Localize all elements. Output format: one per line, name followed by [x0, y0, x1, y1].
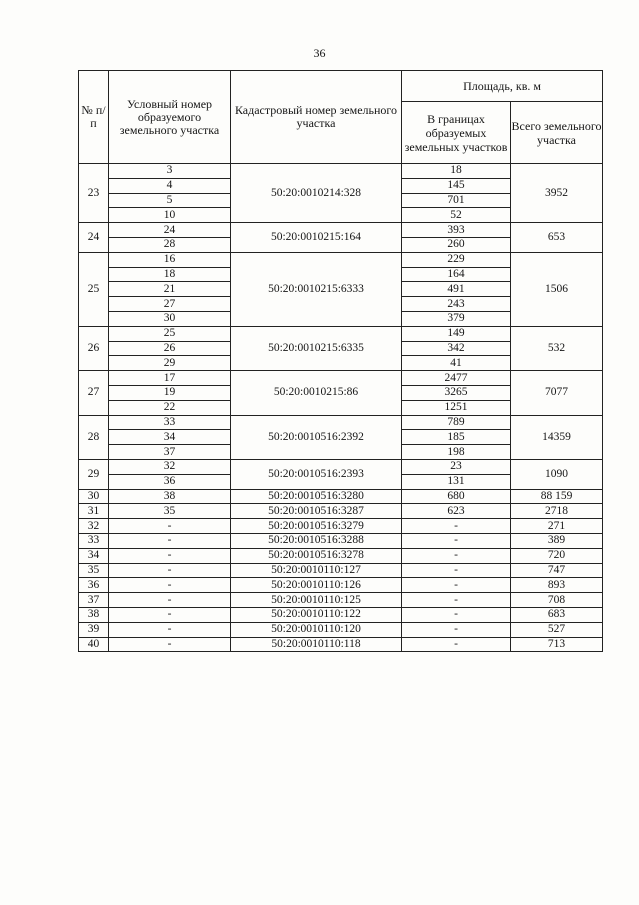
cadastral-number-cell: 50:20:0010215:164: [231, 223, 402, 253]
cadastral-number-cell: 50:20:0010516:2393: [231, 459, 402, 489]
area-within-cell: 701: [402, 193, 511, 208]
conditional-number-cell: -: [109, 519, 231, 534]
table-row: [79, 578, 603, 593]
area-total-cell: 271: [511, 519, 603, 534]
header-area-within: В границах образуемых земельных участков: [402, 102, 511, 164]
table-row: [79, 164, 603, 179]
conditional-number-cell: 10: [109, 208, 231, 223]
cadastral-number-cell: 50:20:0010516:3280: [231, 489, 402, 504]
area-total-cell: 1090: [511, 459, 603, 489]
table-row: [79, 563, 603, 578]
area-total-cell: 88 159: [511, 489, 603, 504]
conditional-number-cell: 36: [109, 474, 231, 489]
area-within-cell: -: [402, 607, 511, 622]
conditional-number-cell: 26: [109, 341, 231, 356]
area-within-cell: 41: [402, 356, 511, 371]
area-total-cell: 389: [511, 533, 603, 548]
cadastral-number-cell: 50:20:0010214:328: [231, 164, 402, 223]
area-within-cell: -: [402, 637, 511, 652]
cadastral-number-cell: 50:20:0010110:120: [231, 622, 402, 637]
conditional-number-cell: 16: [109, 252, 231, 267]
conditional-number-cell: 22: [109, 400, 231, 415]
conditional-number-cell: 34: [109, 430, 231, 445]
area-within-cell: 198: [402, 445, 511, 460]
table-row: [79, 489, 603, 504]
cadastral-number-cell: 50:20:0010110:122: [231, 607, 402, 622]
area-within-cell: 243: [402, 297, 511, 312]
table-row: [79, 593, 603, 608]
area-within-cell: -: [402, 593, 511, 608]
area-within-cell: 623: [402, 504, 511, 519]
conditional-number-cell: 5: [109, 193, 231, 208]
cadastral-number-cell: 50:20:0010516:3279: [231, 519, 402, 534]
cadastral-number-cell: 50:20:0010110:126: [231, 578, 402, 593]
table-row: [79, 252, 603, 267]
area-within-cell: 491: [402, 282, 511, 297]
table-row: [79, 504, 603, 519]
area-within-cell: 260: [402, 237, 511, 252]
area-total-cell: 708: [511, 593, 603, 608]
cadastral-number-cell: 50:20:0010110:125: [231, 593, 402, 608]
conditional-number-cell: 4: [109, 178, 231, 193]
area-within-cell: 680: [402, 489, 511, 504]
conditional-number-cell: -: [109, 548, 231, 563]
cadastral-number-cell: 50:20:0010516:3278: [231, 548, 402, 563]
conditional-number-cell: -: [109, 578, 231, 593]
header-num: № п/п: [79, 71, 109, 164]
conditional-number-cell: 21: [109, 282, 231, 297]
header-conditional-number: Условный номер образуемого земельного участка: [109, 71, 231, 164]
conditional-number-cell: 17: [109, 371, 231, 386]
row-number-cell: 23: [79, 164, 109, 223]
area-total-cell: 747: [511, 563, 603, 578]
area-total-cell: 720: [511, 548, 603, 563]
table-row: [79, 326, 603, 341]
area-within-cell: 18: [402, 164, 511, 179]
area-within-cell: 131: [402, 474, 511, 489]
area-total-cell: 527: [511, 622, 603, 637]
area-total-cell: 532: [511, 326, 603, 370]
area-within-cell: 149: [402, 326, 511, 341]
page-number: 36: [313, 46, 326, 60]
area-within-cell: 185: [402, 430, 511, 445]
cadastral-number-cell: 50:20:0010516:3287: [231, 504, 402, 519]
row-number-cell: 40: [79, 637, 109, 652]
row-number-cell: 38: [79, 607, 109, 622]
table-row: [79, 637, 603, 652]
conditional-number-cell: 33: [109, 415, 231, 430]
cadastral-number-cell: 50:20:0010215:6335: [231, 326, 402, 370]
row-number-cell: 27: [79, 371, 109, 415]
conditional-number-cell: 28: [109, 237, 231, 252]
conditional-number-cell: -: [109, 607, 231, 622]
area-total-cell: 653: [511, 223, 603, 253]
table-row: [79, 519, 603, 534]
table-row: [79, 607, 603, 622]
cadastral-number-cell: 50:20:0010110:118: [231, 637, 402, 652]
conditional-number-cell: 29: [109, 356, 231, 371]
table-row: [79, 415, 603, 430]
conditional-number-cell: 35: [109, 504, 231, 519]
conditional-number-cell: 37: [109, 445, 231, 460]
area-total-cell: 3952: [511, 164, 603, 223]
header-cadastral-number: Кадастровый номер земельного участка: [231, 71, 402, 164]
area-within-cell: 2477: [402, 371, 511, 386]
cadastral-number-cell: 50:20:0010110:127: [231, 563, 402, 578]
cadastral-number-cell: 50:20:0010516:3288: [231, 533, 402, 548]
area-within-cell: -: [402, 548, 511, 563]
conditional-number-cell: -: [109, 637, 231, 652]
conditional-number-cell: 24: [109, 223, 231, 238]
conditional-number-cell: -: [109, 533, 231, 548]
conditional-number-cell: 32: [109, 459, 231, 474]
area-total-cell: 2718: [511, 504, 603, 519]
area-total-cell: 1506: [511, 252, 603, 326]
row-number-cell: 25: [79, 252, 109, 326]
area-within-cell: 393: [402, 223, 511, 238]
row-number-cell: 33: [79, 533, 109, 548]
conditional-number-cell: 18: [109, 267, 231, 282]
conditional-number-cell: 3: [109, 164, 231, 179]
area-within-cell: -: [402, 519, 511, 534]
cadastral-number-cell: 50:20:0010215:6333: [231, 252, 402, 326]
conditional-number-cell: 25: [109, 326, 231, 341]
area-total-cell: 713: [511, 637, 603, 652]
area-within-cell: 23: [402, 459, 511, 474]
row-number-cell: 29: [79, 459, 109, 489]
row-number-cell: 24: [79, 223, 109, 253]
area-within-cell: -: [402, 622, 511, 637]
conditional-number-cell: 19: [109, 385, 231, 400]
row-number-cell: 28: [79, 415, 109, 459]
area-within-cell: 3265: [402, 385, 511, 400]
header-area-total: Всего земельного участка: [511, 102, 603, 164]
area-within-cell: -: [402, 533, 511, 548]
area-within-cell: 342: [402, 341, 511, 356]
cadastral-number-cell: 50:20:0010516:2392: [231, 415, 402, 459]
row-number-cell: 34: [79, 548, 109, 563]
area-within-cell: 379: [402, 311, 511, 326]
table-row: [79, 223, 603, 238]
table-row: [79, 548, 603, 563]
row-number-cell: 31: [79, 504, 109, 519]
row-number-cell: 26: [79, 326, 109, 370]
conditional-number-cell: -: [109, 622, 231, 637]
conditional-number-cell: -: [109, 593, 231, 608]
cadastral-number-cell: 50:20:0010215:86: [231, 371, 402, 415]
land-plots-table: [78, 70, 603, 652]
row-number-cell: 37: [79, 593, 109, 608]
conditional-number-cell: 38: [109, 489, 231, 504]
row-number-cell: 32: [79, 519, 109, 534]
area-within-cell: 789: [402, 415, 511, 430]
table-row: [79, 622, 603, 637]
row-number-cell: 39: [79, 622, 109, 637]
row-number-cell: 36: [79, 578, 109, 593]
conditional-number-cell: -: [109, 563, 231, 578]
area-total-cell: 683: [511, 607, 603, 622]
header-area: Площадь, кв. м: [402, 71, 603, 102]
area-total-cell: 14359: [511, 415, 603, 459]
area-total-cell: 893: [511, 578, 603, 593]
row-number-cell: 30: [79, 489, 109, 504]
conditional-number-cell: 30: [109, 311, 231, 326]
area-within-cell: 229: [402, 252, 511, 267]
area-within-cell: -: [402, 578, 511, 593]
table-row: [79, 533, 603, 548]
table-row: [79, 371, 603, 386]
area-within-cell: 164: [402, 267, 511, 282]
area-total-cell: 7077: [511, 371, 603, 415]
row-number-cell: 35: [79, 563, 109, 578]
area-within-cell: 52: [402, 208, 511, 223]
table-row: [79, 459, 603, 474]
area-within-cell: 1251: [402, 400, 511, 415]
conditional-number-cell: 27: [109, 297, 231, 312]
area-within-cell: 145: [402, 178, 511, 193]
area-within-cell: -: [402, 563, 511, 578]
